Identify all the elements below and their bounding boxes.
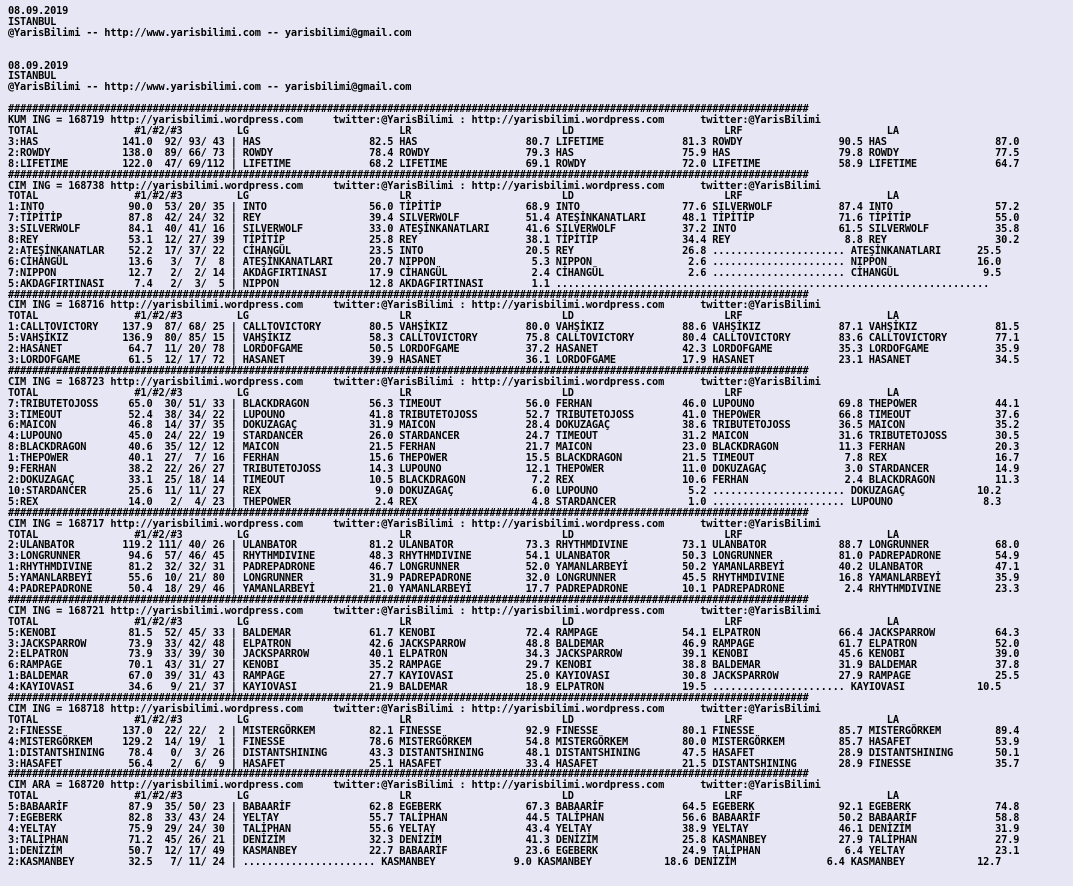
report-line: 2:ROWDY 138.0 89/ 66/ 73 | ROWDY 78.4 ROWDY 79.3 HAS 75.9 HAS 79.8 ROWDY 77.5 xyxy=(8,146,1020,159)
report-line: ##################################################################################################################################### xyxy=(8,288,809,301)
report-line: 5:AKDAGFIRTINASI 7.4 2/ 3/ 5 | NIPPON 12.8 AKDAGFIRTINASI 1.1 ........................................................................ xyxy=(8,277,990,290)
report-line: 4:PADREPADRONE 50.4 18/ 29/ 46 | YAMANLARBEYİ 21.0 YAMANLARBEYİ 17.7 PADREPADRONE 10.1 PADREPADRONE 2.4 RHYTHMDIVINE 23.3 xyxy=(8,583,1020,596)
report-line: TOTAL #1/#2/#3 LG LR LD LRF LA xyxy=(8,528,899,541)
report-line: CIM ING = 168723 http://yarisbilimi.wordpress.com twitter:@YarisBilimi : http://yarisbilimi.wordpress.com twitter:@YarisBilimi xyxy=(8,375,821,388)
report-line: 1:INTO 90.0 53/ 20/ 35 | INTO 56.0 TİPİTİP 68.9 INTO 77.6 SILVERWOLF 87.4 INTO 57.2 xyxy=(8,201,1020,214)
report-line: 08.09.2019 xyxy=(8,59,69,72)
report-line: 1:THEPOWER 40.1 27/ 7/ 16 | FERHAN 15.6 THEPOWER 15.5 BLACKDRAGON 21.5 TIMEOUT 7.8 REX 16.7 xyxy=(8,452,1020,465)
report-line: 4:LUPOUNO 45.0 24/ 22/ 19 | STARDANCER 26.0 STARDANCER 24.7 TIMEOUT 31.2 MAICON 31.6 TRIBUTETOJOSS 30.5 xyxy=(8,430,1020,443)
report-line: ISTANBUL xyxy=(8,15,57,28)
report-line: CIM ARA = 168720 http://yarisbilimi.wordpress.com twitter:@YarisBilimi : http://yarisbilimi.wordpress.com twitter:@YarisBilimi xyxy=(8,779,821,792)
report-line: ##################################################################################################################################### xyxy=(8,692,809,705)
report-line: TOTAL #1/#2/#3 LG LR LD LRF LA xyxy=(8,190,899,203)
report-line: ##################################################################################################################################### xyxy=(8,593,809,606)
report-line: ##################################################################################################################################### xyxy=(8,168,809,181)
report-line: 2:FINESSE 137.0 22/ 22/ 2 | MISTERGÖRKEM 82.1 FINESSE 92.9 FINESSE 80.1 FINESSE 85.7 MISTERGÖRKEM 89.4 xyxy=(8,724,1020,737)
report-line: 6:MAICON 46.8 14/ 37/ 35 | DOKUZAGAÇ 31.9 MAICON 28.4 DOKUZAGAÇ 38.6 TRIBUTETOJOSS 36.5 MAICON 35.2 xyxy=(8,419,1020,432)
report-line: 6:CİHANGÜL 13.6 3/ 7/ 8 | ATEŞİNKANATLARI 20.7 NIPPON 5.3 NIPPON 2.6 ...................... NIPPON 16.0 xyxy=(8,255,1002,268)
report-line: 1:BALDEMAR 67.0 39/ 31/ 43 | RAMPAGE 27.7 KAYIOVASI 25.0 KAYIOVASI 30.8 JACKSPARROW 27.9 RAMPAGE 25.5 xyxy=(8,670,1020,683)
report-line: 3:LONGRUNNER 94.6 57/ 46/ 45 | RHYTHMDIVINE 48.3 RHYTHMDIVINE 54.1 ULANBATOR 50.3 LONGRUNNER 81.0 PADREPADRONE 54.9 xyxy=(8,550,1020,563)
report-line: CIM ING = 168718 http://yarisbilimi.wordpress.com twitter:@YarisBilimi : http://yarisbilimi.wordpress.com twitter:@YarisBilimi xyxy=(8,703,821,715)
report-line: 7:TİPİTİP 87.8 42/ 24/ 32 | REY 39.4 SILVERWOLF 51.4 ATEŞİNKANATLARI 48.1 TİPİTİP 71.6 TİPİTİP 55.0 xyxy=(8,212,1020,225)
report-line: TOTAL #1/#2/#3 LG LR LD LRF LA xyxy=(8,310,899,323)
report-line: 3:HASAFET 56.4 2/ 6/ 9 | HASAFET 25.1 HASAFET 33.4 HASAFET 21.5 DISTANTSHINING 28.9 FINESSE 35.7 xyxy=(8,757,1020,770)
report-line: 1:DISTANTSHINING 78.4 0/ 3/ 26 | DISTANTSHINING 43.3 DISTANTSHINING 48.1 DISTANTSHINING 47.5 HASAFET 28.9 DISTANTSHINING 50.1 xyxy=(8,746,1020,759)
report-line: 7:NIPPON 12.7 2/ 2/ 14 | AKDAGFIRTINASI 17.9 CİHANGÜL 2.4 CİHANGÜL 2.6 ...................... CİHANGÜL 9.5 xyxy=(8,266,1002,279)
report-line: CIM ING = 168717 http://yarisbilimi.wordpress.com twitter:@YarisBilimi : http://yarisbilimi.wordpress.com twitter:@YarisBilimi xyxy=(8,517,821,530)
report-line: 5:REX 14.0 2/ 4/ 23 | THEPOWER 2.4 REX 4.8 STARDANCER 1.0 ...................... LUPOUNO 8.3 xyxy=(8,495,1002,508)
report-line: 08.09.2019 xyxy=(8,5,69,17)
report-line: 5:BABAARİF 87.9 35/ 50/ 23 | BABAARİF 62.8 EGEBERK 67.3 BABAARİF 64.5 EGEBERK 92.1 EGEBERK 74.8 xyxy=(8,801,1020,814)
report-line: ##################################################################################################################################### xyxy=(8,364,809,377)
report-line: 4:KAYIOVASI 34.6 9/ 21/ 37 | KAYIOVASI 21.9 BALDEMAR 18.9 ELPATRON 19.5 ...................... KAYIOVASI 10.5 xyxy=(8,681,1002,694)
report-line: 1:RHYTHMDIVINE 81.2 32/ 32/ 31 | PADREPADRONE 46.7 LONGRUNNER 52.0 YAMANLARBEYİ 50.2 YAMANLARBEYİ 40.2 ULANBATOR 47.1 xyxy=(8,561,1020,574)
report-line: 2:KASMANBEY 32.5 7/ 11/ 24 | ...................... KASMANBEY 9.0 KASMANBEY 18.6 DENİZİM 6.4 KASMANBEY 12.7 xyxy=(8,855,1002,868)
report-line: 2:HASANET 64.7 11/ 20/ 78 | LORDOFGAME 50.5 LORDOFGAME 37.2 HASANET 42.3 LORDOFGAME 35.3 LORDOFGAME 35.9 xyxy=(8,343,1020,356)
report-line: 3:TALİPHAN 71.2 45/ 26/ 21 | DENİZİM 32.3 DENİZİM 41.3 DENİZİM 25.8 KASMANBEY 27.9 TALİPHAN 27.9 xyxy=(8,833,1020,846)
report-line: 3:TIMEOUT 52.4 38/ 34/ 22 | LUPOUNO 41.8 TRIBUTETOJOSS 52.7 TRIBUTETOJOSS 41.0 THEPOWER 66.8 TIMEOUT 37.6 xyxy=(8,408,1020,421)
report-line: 6:RAMPAGE 70.1 43/ 31/ 27 | KENOBI 35.2 RAMPAGE 29.7 KENOBI 38.8 BALDEMAR 31.9 BALDEMAR 37.8 xyxy=(8,659,1020,672)
report-line: 4:MISTERGÖRKEM 129.2 14/ 19/ 1 | FINESSE 78.6 MISTERGÖRKEM 54.8 MISTERGÖRKEM 80.0 MISTERGÖRKEM 85.7 HASAFET 53.9 xyxy=(8,735,1020,748)
report-line: 8:REY 53.1 12/ 27/ 39 | TİPİTİP 25.8 REY 38.1 TİPİTİP 34.4 REY 8.8 REY 30.2 xyxy=(8,234,1020,247)
report-line: 2:ATEŞİNKANATLAR 52.2 17/ 37/ 22 | CİHANGÜL 23.5 INTO 20.5 REY 26.8 ...................... ATEŞİNKANATLARI 25.5 xyxy=(8,244,1002,257)
report-line: @YarisBilimi -- http://www.yarisbilimi.com -- yarisbilimi@gmail.com xyxy=(8,26,412,39)
report-line: @YarisBilimi -- http://www.yarisbilimi.com -- yarisbilimi@gmail.com xyxy=(8,81,412,94)
report-line: TOTAL #1/#2/#3 LG LR LD LRF LA xyxy=(8,386,899,399)
report-line: CIM ING = 168721 http://yarisbilimi.wordpress.com twitter:@YarisBilimi : http://yarisbilimi.wordpress.com twitter:@YarisBilimi xyxy=(8,604,821,617)
report-line: 4:YELTAY 75.9 29/ 24/ 30 | TALİPHAN 55.6 YELTAY 43.4 YELTAY 38.9 YELTAY 46.1 DENİZİM 31.9 xyxy=(8,822,1020,835)
report-line: 2:ULANBATOR 119.2 111/ 40/ 26 | ULANBATOR 81.2 ULANBATOR 73.3 RHYTHMDIVINE 73.1 ULANBATOR 88.7 LONGRUNNER 68.0 xyxy=(8,539,1020,552)
report-line: CIM ING = 168716 http://yarisbilimi.wordpress.com twitter:@YarisBilimi : http://yarisbilimi.wordpress.com twitter:@YarisBilimi xyxy=(8,299,821,312)
report-line: ##################################################################################################################################### xyxy=(8,506,809,519)
report-line: CIM ING = 168738 http://yarisbilimi.wordpress.com twitter:@YarisBilimi : http://yarisbilimi.wordpress.com twitter:@YarisBilimi xyxy=(8,179,821,192)
report-line: 2:ELPATRON 73.9 33/ 39/ 30 | JACKSPARROW 40.1 ELPATRON 34.3 JACKSPARROW 39.1 KENOBI 45.6 KENOBI 39.0 xyxy=(8,648,1020,661)
report-line: 2:DOKUZAGAÇ 33.1 25/ 18/ 14 | TIMEOUT 10.5 BLACKDRAGON 7.2 REX 10.6 FERHAN 2.4 BLACKDRAGON 11.3 xyxy=(8,473,1020,486)
report-line: 3:JACKSPARROW 73.9 33/ 42/ 48 | ELPATRON 42.6 JACKSPARROW 48.8 BALDEMAR 46.9 RAMPAGE 61.7 ELPATRON 52.0 xyxy=(8,637,1020,650)
report-line: 5:YAMANLARBEYİ 55.6 10/ 21/ 80 | LONGRUNNER 31.9 PADREPADRONE 32.0 LONGRUNNER 45.5 RHYTHMDIVINE 16.8 YAMANLARBEYİ 35.9 xyxy=(8,572,1020,585)
report-line xyxy=(8,39,1073,50)
report-line: ##################################################################################################################################### xyxy=(8,103,809,116)
report-line: 5:KENOBI 81.5 52/ 45/ 33 | BALDEMAR 61.7 KENOBI 72.4 RAMPAGE 54.1 ELPATRON 66.4 JACKSPARROW 64.3 xyxy=(8,626,1020,639)
report-line: TOTAL #1/#2/#3 LG LR LD LRF LA xyxy=(8,713,899,726)
report-line: 3:LORDOFGAME 61.5 12/ 17/ 72 | HASANET 39.9 HASANET 36.1 LORDOFGAME 17.9 HASANET 23.1 HASANET 34.5 xyxy=(8,354,1020,366)
report-line: 1:DENİZİM 50.7 12/ 17/ 49 | KASMANBEY 22.7 BABAARİF 23.6 EGEBERK 24.9 TALİPHAN 6.4 YELTAY 23.1 xyxy=(8,844,1020,857)
report-line: 9:FERHAN 38.2 22/ 26/ 27 | TRIBUTETOJOSS 14.3 LUPOUNO 12.1 THEPOWER 11.0 DOKUZAGAÇ 3.0 STARDANCER 14.9 xyxy=(8,463,1020,476)
report-line: TOTAL #1/#2/#3 LG LR LD LRF LA xyxy=(8,124,899,137)
report-line: 8:BLACKDRAGON 40.6 35/ 12/ 12 | MAICON 21.5 FERHAN 21.7 MAICON 23.0 BLACKDRAGON 11.3 FERHAN 20.3 xyxy=(8,441,1020,454)
report-line: TOTAL #1/#2/#3 LG LR LD LRF LA xyxy=(8,615,899,628)
report-line: 8:LIFETIME 122.0 47/ 69/112 | LIFETIME 68.2 LIFETIME 69.1 ROWDY 72.0 LIFETIME 58.9 LIFETIME 64.7 xyxy=(8,157,1020,170)
report-line: ISTANBUL xyxy=(8,70,57,83)
report-line: 3:SILVERWOLF 84.1 40/ 41/ 16 | SILVERWOLF 33.0 ATEŞİNKANATLARI 41.6 SILVERWOLF 37.2 INTO 61.5 SILVERWOLF 35.8 xyxy=(8,223,1020,236)
report-line: 5:VAHŞİKIZ 136.9 80/ 85/ 15 | VAHŞİKIZ 58.3 CALLTOVICTORY 75.8 CALLTOVICTORY 80.4 CALLTOVICTORY 83.6 CALLTOVICTORY 77.1 xyxy=(8,332,1020,345)
report-line: 10:STARDANCER 25.6 11/ 11/ 27 | REX 9.0 DOKUZAGAÇ 6.0 LUPOUNO 5.2 ...................... DOKUZAGAÇ 10.2 xyxy=(8,484,1002,497)
report-line: KUM ING = 168719 http://yarisbilimi.wordpress.com twitter:@YarisBilimi : http://yarisbilimi.wordpress.com twitter:@YarisBilimi xyxy=(8,114,821,127)
report-line: ##################################################################################################################################### xyxy=(8,768,809,781)
report-line: TOTAL #1/#2/#3 LG LR LD LRF LA xyxy=(8,790,899,803)
report-line: 7:EGEBERK 82.8 33/ 43/ 24 | YELTAY 55.7 TALİPHAN 44.5 TALİPHAN 56.6 BABAARİF 50.2 BABAARİF 58.8 xyxy=(8,812,1020,825)
report-line: 3:HAS 141.0 92/ 93/ 43 | HAS 82.5 HAS 80.7 LIFETIME 81.3 ROWDY 90.5 HAS 87.0 xyxy=(8,135,1020,148)
report-line xyxy=(8,50,1073,61)
report-line: 1:CALLTOVICTORY 137.9 87/ 68/ 25 | CALLTOVICTORY 80.5 VAHŞİKIZ 80.0 VAHŞİKIZ 88.6 VAHŞİKIZ 87.1 VAHŞİKIZ 81.5 xyxy=(8,321,1020,334)
report-line: 7:TRIBUTETOJOSS 65.0 30/ 51/ 33 | BLACKDRAGON 56.3 TIMEOUT 56.0 FERHAN 46.0 LUPOUNO 69.8 THEPOWER 44.1 xyxy=(8,397,1020,410)
